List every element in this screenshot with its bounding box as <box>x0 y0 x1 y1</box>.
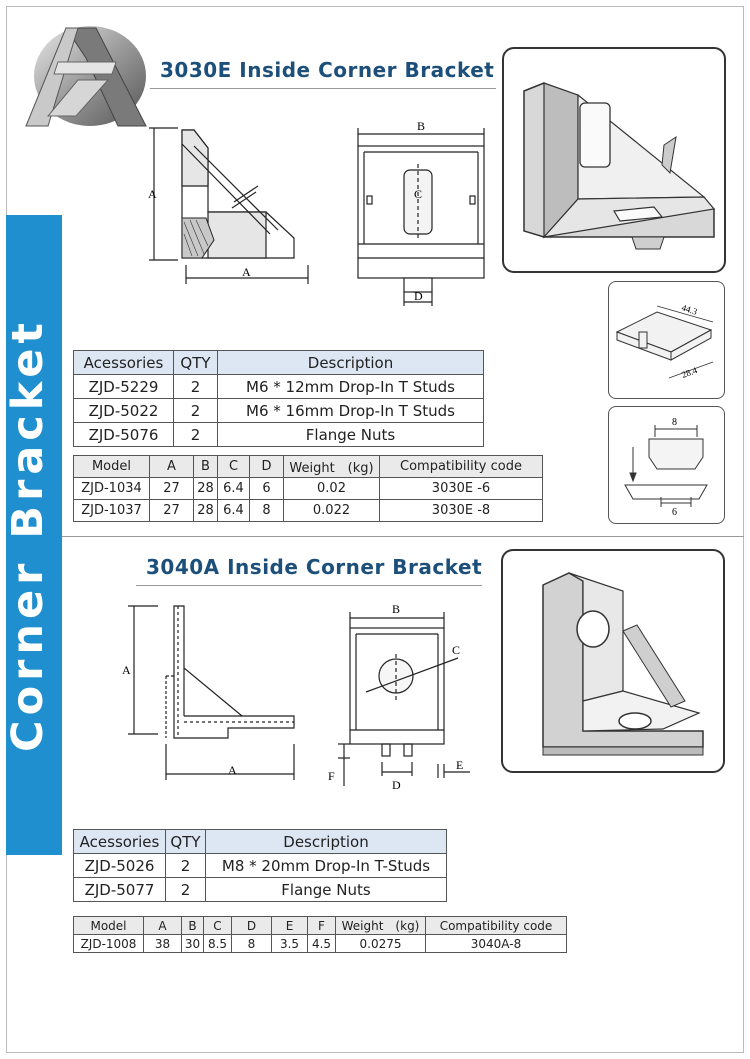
section1-slot-detail <box>608 406 725 524</box>
table-cell: 8 <box>232 935 272 953</box>
section2-spec-table <box>73 916 567 953</box>
column-header: D <box>250 456 284 478</box>
table-cell: 8.5 <box>204 935 232 953</box>
table-row <box>74 478 543 500</box>
section2-dim-e: E <box>456 758 464 772</box>
section1-accessories-table <box>73 350 484 447</box>
table-row <box>74 423 484 447</box>
table-cell: M6 * 12mm Drop-In T Studs <box>218 375 484 399</box>
table-header-row <box>74 830 447 854</box>
table-cell: 28 <box>194 478 218 500</box>
column-header: Description <box>218 351 484 375</box>
table-cell: M8 * 20mm Drop-In T-Studs <box>206 854 447 878</box>
table-cell: 30 <box>182 935 204 953</box>
section1-stud-drawing <box>609 282 723 397</box>
table-cell: 0.022 <box>284 500 380 522</box>
table-cell: 0.02 <box>284 478 380 500</box>
column-header: Model <box>74 917 144 935</box>
table-cell: 3030E -8 <box>380 500 543 522</box>
table-row <box>74 500 543 522</box>
section2-side-drawing <box>118 598 308 788</box>
table-cell: Flange Nuts <box>218 423 484 447</box>
section1-bracket-render <box>504 49 724 271</box>
section1-detail-dim-side: 28.4 <box>680 365 699 380</box>
sidebar-label: Corner Bracket <box>3 318 53 752</box>
table-cell: 3040A-8 <box>426 935 567 953</box>
section1-dim-b: B <box>417 119 426 133</box>
table-cell: 27 <box>150 478 194 500</box>
table-cell: ZJD-5077 <box>74 878 166 902</box>
column-header: Acessories <box>74 830 166 854</box>
table-row <box>74 854 447 878</box>
column-header: Model <box>74 456 150 478</box>
section-divider <box>62 536 744 537</box>
section2-dim-d: D <box>392 778 401 792</box>
column-header: C <box>204 917 232 935</box>
section2-bracket-render <box>503 551 723 771</box>
column-header: Description <box>206 830 447 854</box>
column-header: C <box>218 456 250 478</box>
section1-product-photo <box>502 47 726 273</box>
section2-dim-a-bottom: A <box>228 763 237 777</box>
column-header: Weight (kg) <box>336 917 426 935</box>
section2-dim-b: B <box>392 602 401 616</box>
section1-dim-a-bottom: A <box>242 265 251 279</box>
table-cell: 4.5 <box>308 935 336 953</box>
column-header: A <box>144 917 182 935</box>
section1-front-drawing <box>350 118 492 310</box>
table-row <box>74 935 567 953</box>
table-cell: ZJD-5076 <box>74 423 174 447</box>
section2-product-photo <box>501 549 725 773</box>
table-cell: 3030E -6 <box>380 478 543 500</box>
table-cell: ZJD-1034 <box>74 478 150 500</box>
section1-dim-d: D <box>414 289 423 303</box>
table-cell: 3.5 <box>272 935 308 953</box>
section1-side-drawing <box>146 120 316 300</box>
column-header: B <box>182 917 204 935</box>
table-cell: 2 <box>174 399 218 423</box>
section1-dim-a-side: A <box>148 187 157 201</box>
table-cell: 2 <box>166 854 206 878</box>
column-header: A <box>150 456 194 478</box>
table-cell: ZJD-1008 <box>74 935 144 953</box>
column-header: Compatibility code <box>380 456 543 478</box>
table-cell: M6 * 16mm Drop-In T Studs <box>218 399 484 423</box>
section2-dim-c: C <box>452 643 461 657</box>
table-cell: 2 <box>174 423 218 447</box>
table-cell: 27 <box>150 500 194 522</box>
table-cell: ZJD-1037 <box>74 500 150 522</box>
table-header-row <box>74 456 543 478</box>
table-header-row <box>74 917 567 935</box>
column-header: D <box>232 917 272 935</box>
section2-accessories-table <box>73 829 447 902</box>
table-cell: 6.4 <box>218 500 250 522</box>
company-logo <box>18 18 148 130</box>
table-header-row <box>74 351 484 375</box>
section2-dim-f: F <box>328 769 335 783</box>
table-cell: 6.4 <box>218 478 250 500</box>
section2-title: 3040A Inside Corner Bracket <box>146 555 483 579</box>
section2-dim-a-side: A <box>122 663 131 677</box>
section1-stud-detail <box>608 281 725 399</box>
column-header: F <box>308 917 336 935</box>
column-header: E <box>272 917 308 935</box>
section2-front-drawing <box>322 600 480 798</box>
section1-detail-dim-slot-bottom: 6 <box>672 507 677 518</box>
table-row <box>74 399 484 423</box>
column-header: QTY <box>174 351 218 375</box>
table-cell: ZJD-5229 <box>74 375 174 399</box>
section1-detail-dim-slot-top: 8 <box>672 417 677 428</box>
table-cell: Flange Nuts <box>206 878 447 902</box>
section1-spec-table <box>73 455 543 522</box>
table-cell: 28 <box>194 500 218 522</box>
table-cell: 38 <box>144 935 182 953</box>
column-header: B <box>194 456 218 478</box>
table-cell: 2 <box>166 878 206 902</box>
column-header: Compatibility code <box>426 917 567 935</box>
table-cell: 6 <box>250 478 284 500</box>
table-cell: 0.0275 <box>336 935 426 953</box>
section1-slot-drawing <box>609 407 723 522</box>
table-cell: ZJD-5022 <box>74 399 174 423</box>
table-cell: 2 <box>174 375 218 399</box>
section1-title-rule <box>150 88 496 89</box>
section1-dim-c: C <box>414 187 423 201</box>
table-cell: 8 <box>250 500 284 522</box>
column-header: Weight (kg) <box>284 456 380 478</box>
table-row <box>74 878 447 902</box>
column-header: Acessories <box>74 351 174 375</box>
section1-detail-dim-top: 44.3 <box>680 302 699 317</box>
column-header: QTY <box>166 830 206 854</box>
section1-title: 3030E Inside Corner Bracket <box>160 58 495 82</box>
table-cell: ZJD-5026 <box>74 854 166 878</box>
table-row <box>74 375 484 399</box>
section2-title-rule <box>136 585 482 586</box>
